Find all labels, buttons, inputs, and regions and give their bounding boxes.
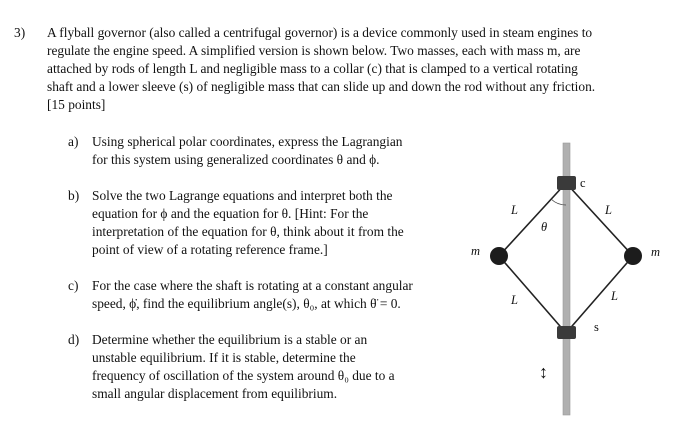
part-d-line-1: Determine whether the equilibrium is a stable or an xyxy=(92,332,368,347)
rod-label-lower-left: L xyxy=(511,293,518,307)
part-c-label: c) xyxy=(68,278,79,293)
part-c-line-2: speed, ϕ̇, find the equilibrium angle(s), θ₀, at which θ̈ = 0. xyxy=(92,296,401,311)
problem-number: 3) xyxy=(14,25,26,40)
part-b-line-2: equation for ϕ and the equation for θ. [Hint: For the xyxy=(92,206,369,221)
rod-lower-left xyxy=(499,256,566,333)
mass-left xyxy=(490,247,508,265)
intro-line-4: shaft and a lower sleeve (s) of negligible mass that can slide up and down the rod without any friction. xyxy=(47,79,596,94)
sleeve-motion-arrow: ↕ xyxy=(539,362,548,382)
part-d-line-2: unstable equilibrium. If it is stable, determine the xyxy=(92,350,356,365)
part-b-label: b) xyxy=(68,188,80,203)
part-a-line-2: for this system using generalized coordinates θ and ϕ. xyxy=(92,152,380,167)
rod-label-upper-right: L xyxy=(605,203,612,217)
intro-line-3: attached by rods of length L and negligible mass to a collar (c) that is clamped to a vertical rotating xyxy=(47,61,578,76)
collar-label: c xyxy=(580,176,586,190)
sleeve xyxy=(557,326,576,339)
part-a-label: a) xyxy=(68,134,79,149)
angle-label: θ xyxy=(541,220,548,234)
intro-line-1: A flyball governor (also called a centrifugal governor) is a device commonly used in steam engines to xyxy=(47,25,593,40)
part-d-line-3: frequency of oscillation of the system around θ₀ due to a xyxy=(92,368,395,383)
mass-label-left: m xyxy=(471,244,481,258)
part-b-line-1: Solve the two Lagrange equations and interpret both the xyxy=(92,188,393,203)
rod-upper-right xyxy=(566,183,633,256)
rod-lower-right xyxy=(566,256,633,333)
mass-label-right: m xyxy=(651,245,661,259)
rod-label-upper-left: L xyxy=(511,203,518,217)
rod-label-lower-right: L xyxy=(611,289,618,303)
mass-right xyxy=(624,247,642,265)
part-b-line-3: interpretation of the equation for θ, think about it from the xyxy=(92,224,404,239)
intro-line-2: regulate the engine speed. A simplified version is shown below. Two masses, each with mass m, are xyxy=(47,43,581,58)
rod-upper-left xyxy=(499,183,566,256)
intro-line-5: [15 points] xyxy=(47,97,106,112)
part-b-line-4: point of view of a rotating reference frame.] xyxy=(92,242,328,257)
part-d-line-4: small angular displacement from equilibrium. xyxy=(92,386,338,401)
part-c-line-1: For the case where the shaft is rotating at a constant angular xyxy=(92,278,413,293)
part-a-line-1: Using spherical polar coordinates, express the Lagrangian xyxy=(92,134,403,149)
sleeve-label: s xyxy=(594,320,599,334)
collar xyxy=(557,176,576,190)
part-d-label: d) xyxy=(68,332,80,347)
